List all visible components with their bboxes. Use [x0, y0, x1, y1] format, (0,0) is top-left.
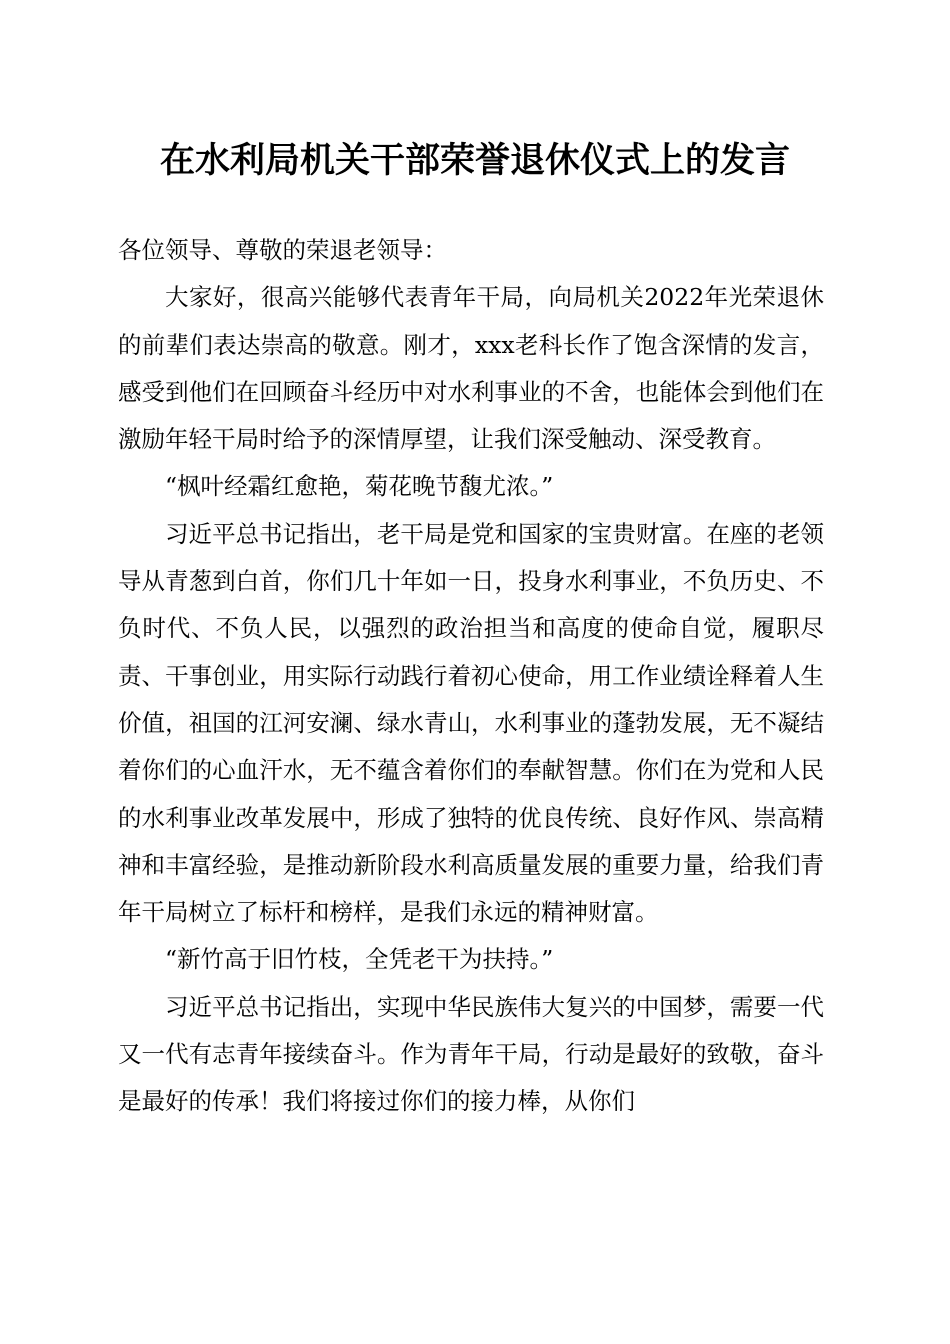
paragraph-greeting: 大家好，很高兴能够代表青年干局，向局机关2022年光荣退休的前辈们表达崇高的敬意。刚才，xxx老科长作了饱含深情的发言，感受到他们在回顾奋斗经历中对水利事业的不舍，也能体会到他们在激励年轻干局时给予的深情厚望，让我们深受触动、深受教育。 — [118, 283, 824, 454]
salutation: 各位领导、尊敬的荣退老领导： — [118, 236, 447, 264]
document-title: 在水利局机关干部荣誉退休仪式上的发言 — [159, 140, 790, 181]
quote-new-bamboo: “新竹高于旧竹枝，全凭老干为扶持。” — [165, 945, 554, 974]
document-body — [118, 227, 824, 1126]
quote-maple-leaves: “枫叶经霜红愈艳，菊花晚节馥尤浓。” — [165, 472, 554, 501]
paragraph-commitment: 习近平总书记指出，实现中华民族伟大复兴的中国梦，需要一代又一代有志青年接续奋斗。作为青年干局，行动是最好的致敬，奋斗是最好的传承！我们将接过你们的接力棒，从你们 — [118, 992, 824, 1116]
paragraph-tribute: 习近平总书记指出，老干局是党和国家的宝贵财富。在座的老领导从青葱到白首，你们几十年如一日，投身水利事业，不负历史、不负时代、不负人民，以强烈的政治担当和高度的使命自觉，履职尽责、干事创业，用实际行动践行着初心使命，用工作业绩诠释着人生价值，祖国的江河安澜、绿水青山，水利事业的蓬勃发展，无不凝结着你们的心血汗水，无不蕴含着你们的奉献智慧。你们在为党和人民的水利事业改革发展中，形成了独特的优良传统、良好作风、崇高精神和丰富经验，是推动新阶段水利高质量发展的重要力量，给我们青年干局树立了标杆和榜样，是我们永远的精神财富。 — [118, 519, 824, 927]
